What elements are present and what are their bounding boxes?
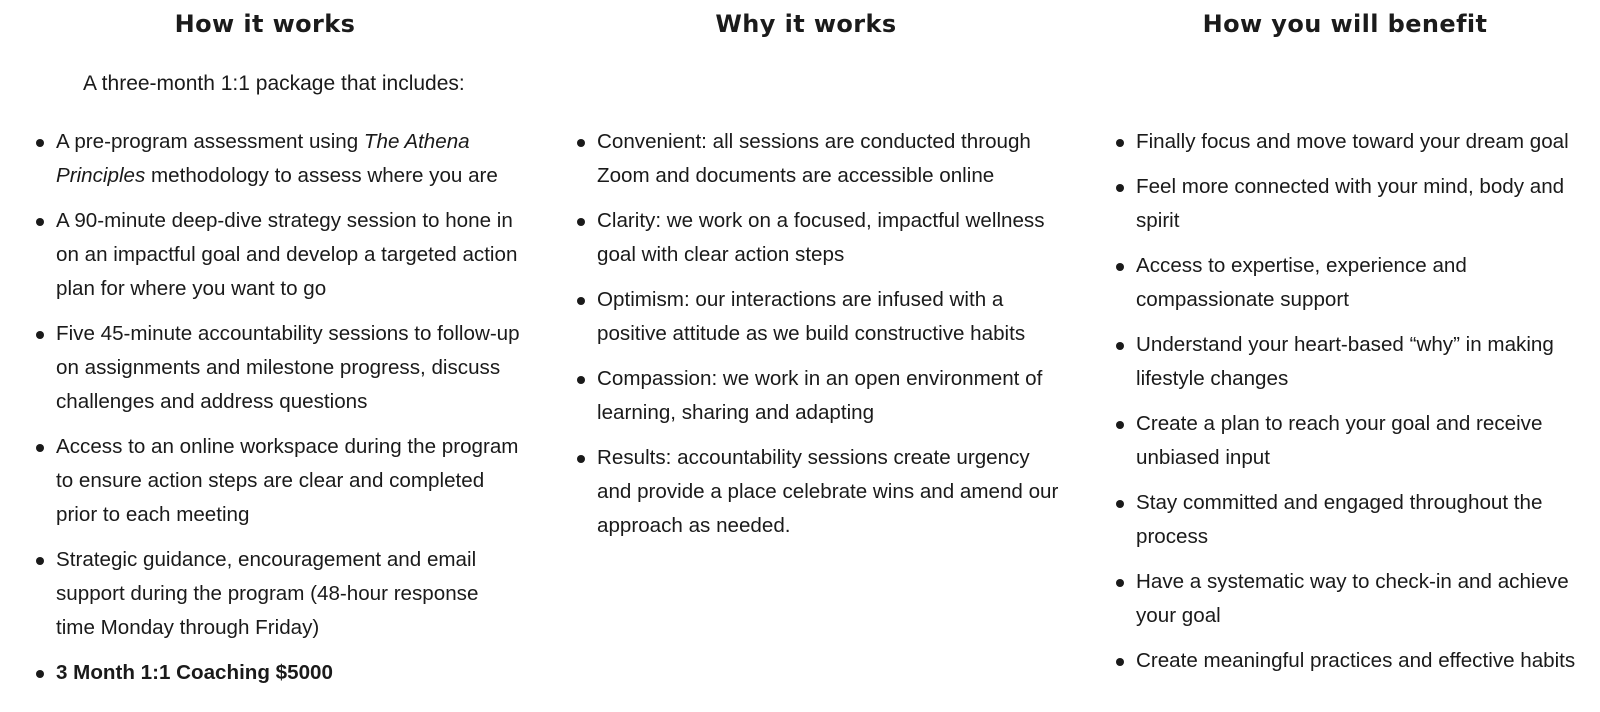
item-text: Five 45-minute accountability sessions to follow-up on assignments and milestone progress, discuss challenges and address questions [56,322,520,413]
bullet-icon [1116,658,1124,666]
bullet-icon [36,218,44,226]
item-text: Create a plan to reach your goal and receive unbiased input [1136,412,1543,469]
item-text: Optimism: our interactions are infused with a positive attitude as we build constructive habits [597,288,1026,345]
why-it-works-heading: Why it works [715,10,897,38]
bullet-icon [36,670,44,678]
item-text-pre: A pre-program assessment using [56,130,364,153]
item-text: Results: accountability sessions create urgency and provide a place celebrate wins and amend our approach as needed. [597,446,1059,537]
list-item [571,204,1061,272]
list-item [571,283,1061,351]
list-item [1110,328,1600,396]
list-item [1110,565,1600,633]
bullet-icon [577,139,585,147]
item-text: Stay committed and engaged throughout the process [1136,491,1543,548]
bullet-icon [577,218,585,226]
list-item [1110,644,1600,678]
package-intro: A three-month 1:1 package that includes: [83,72,465,95]
bullet-icon [1116,342,1124,350]
bullet-icon [1116,421,1124,429]
list-item [1110,170,1600,238]
package-price: 3 Month 1:1 Coaching $5000 [56,661,333,684]
item-text: Compassion: we work in an open environment of learning, sharing and adapting [597,367,1043,424]
list-item [30,125,522,193]
list-item [1110,125,1600,159]
bullet-icon [36,444,44,452]
list-item [30,204,522,306]
bullet-icon [36,331,44,339]
list-item [1110,486,1600,554]
list-item [30,430,522,532]
item-text: Clarity: we work on a focused, impactful wellness goal with clear action steps [597,209,1045,266]
bullet-icon [36,557,44,565]
item-text: Feel more connected with your mind, body and spirit [1136,175,1565,232]
list-item [30,317,522,419]
how-it-works-heading: How it works [174,10,356,38]
list-item [1110,407,1600,475]
bullet-icon [1116,579,1124,587]
list-item [571,441,1061,543]
bullet-icon [36,139,44,147]
bullet-icon [577,297,585,305]
item-text: Have a systematic way to check-in and achieve your goal [1136,570,1569,627]
item-text-post: methodology to assess where you are [145,164,498,187]
benefits-list [1110,125,1600,689]
benefits-heading: How you will benefit [1202,10,1488,38]
list-item [571,362,1061,430]
bullet-icon [1116,139,1124,147]
list-item [571,125,1061,193]
how-it-works-list [30,125,522,701]
list-item [30,543,522,645]
why-it-works-list [571,125,1061,554]
item-text-emphasis: The Athena Principles [56,130,470,187]
bullet-icon [1116,263,1124,271]
bullet-icon [577,376,585,384]
item-text: Understand your heart-based “why” in making lifestyle changes [1136,333,1554,390]
item-text: Access to expertise, experience and compassionate support [1136,254,1467,311]
item-text: Create meaningful practices and effective habits [1136,649,1576,672]
item-text: Finally focus and move toward your dream goal [1136,130,1569,153]
bullet-icon [577,455,585,463]
list-item [30,656,522,690]
list-item [1110,249,1600,317]
item-text: Strategic guidance, encouragement and email support during the program (48-hour response time Monday through Friday) [56,548,479,639]
item-text: A 90-minute deep-dive strategy session to hone in on an impactful goal and develop a targeted action plan for where you want to go [56,209,518,300]
item-text: Access to an online workspace during the program to ensure action steps are clear and completed prior to each meeting [56,435,519,526]
item-text: Convenient: all sessions are conducted through Zoom and documents are accessible online [597,130,1031,187]
bullet-icon [1116,500,1124,508]
bullet-icon [1116,184,1124,192]
